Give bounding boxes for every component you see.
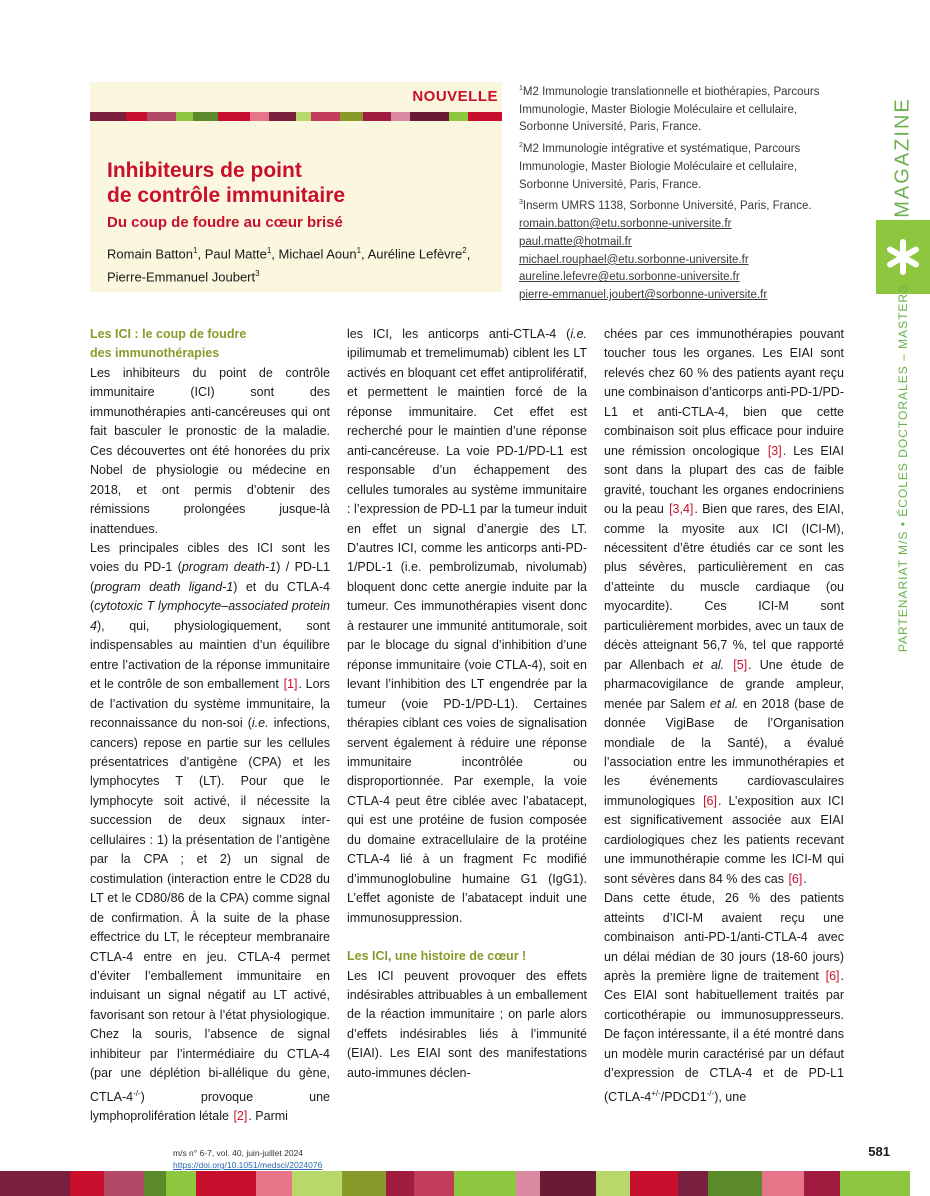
reference-link[interactable]: [1] — [283, 677, 298, 692]
body-column-3 — [604, 325, 844, 1107]
article-subtitle: Du coup de foudre au cœur brisé — [107, 214, 343, 231]
page-number: 581 — [868, 1144, 890, 1159]
reference-link[interactable]: [2] — [233, 1109, 248, 1124]
rubric-label: NOUVELLE — [412, 88, 498, 105]
paragraph: chées par ces immunothérapies pouvant toucher tous les organes. Les EIAI sont relevés chez 60 % des patients ayant reçu une combinaison d’anticorps anti-PD-1/PD-L1 et anti-CTLA-4, bien que cette combinaison soit plus efficace pour induire une rémission oncologique [3]. Les EIAI sont dans la plupart des cas de faible gravité, touchant les organes endocriniens ou la peau [3,4]. Bien que rares, des EIAI, comme la myosite aux ICI (ICI-M), nécessitent d’être étudiés car ce sont les plus sévères, particulièrement en cas d’atteinte du muscle cardiaque (ou myocardite). Ces ICI-M sont particulièrement morbides, avec un taux de décès atteignant 56,7 %, tel que rapporté par Allenbach et al. [5]. Une étude de pharmacovigilance de grande ampleur, menée par Salem et al. en 2018 (base de donnée VigiBase de l’Organisation mondiale de la Santé), a évalué l’association entre les immunothérapies et les événements cardiovasculaires immunologiques [6]. L’exposition aux ICI est significativement associée aux EIAI cardiologiques chez les patients recevant une immunothérapie comme les ICI-M qui sont sévères dans 84 % des cas [6]. — [604, 327, 845, 886]
affiliation-2: $^2$M2 Immunologie intégrative et systématique, Parcours Immunologie, Master Biologie Moléculaire et cellulaire, Sorbonne Université, Paris, France. — [519, 142, 801, 191]
author-name: Michael Aoun — [278, 246, 357, 262]
reference-link[interactable]: [3] — [767, 443, 782, 458]
email-link[interactable]: romain.batton@etu.sorbonne-universite.fr — [519, 218, 732, 231]
section-heading: Les ICI, une histoire de cœur ! — [347, 949, 527, 964]
reference-link[interactable]: [6] — [788, 871, 803, 886]
author-name: Paul Matte — [204, 246, 267, 262]
footer-color-stripe — [0, 1171, 930, 1196]
affiliation-3: $^3$Inserm UMRS 1138, Sorbonne Université, Paris, France. — [519, 199, 812, 213]
author-list: Romain Batton$^1$, Paul Matte$^1$, Michael Aoun$^1$, Auréline Lefèvre$^2$, Pierre-Emmanuel Joubert$^3$ — [107, 246, 471, 285]
paragraph: Les principales cibles des ICI sont les voies du PD-1 (program death-1) / PD-L1 (program death ligand-1) et du CTLA-4 (cytotoxic T lymphocyte–associated protein 4), qui, physiologiquement, sont indispensables au maintien d’un équilibre entre l’activation de la réponse immunitaire et le contrôle de son emballement [1]. Lors de l’activation du système immunitaire, la reconnaissance du non-soi (i.e. infections, cancers) repose en partie sur les cellules présentatrices d’antigène (CPA) et les lymphocytes T (LT). Pour que le lymphocyte soit activé, il nécessite la succession de deux signaux inter-cellulaires : 1) la présentation de l’antigène par la CPA ; et 2) un signal de costimulation (interaction entre le CD28 du LT et le CD80/86 de la CPA) comme signal de confirmation. À la suite de la phase effectrice du LT, le récepteur membranaire CTLA-4 entre en jeu. CTLA-4 permet d’éviter l’emballement immunitaire en induisant un signal négatif au LT activé, favorisant son retour à l’état physiologique. Chez la souris, l’absence de signal inhibiteur par l’intermédiaire du CTLA-4 (par une déplétion bi-allélique du gène, CTLA-4-/-) provoque une lymphoprolifération létale [2]. Parmi — [90, 540, 331, 1124]
reference-link[interactable]: [5] — [733, 657, 748, 672]
footer-citation: m/s n° 6-7, vol. 40, juin-juillet 2024 https://doi.org/10.1051/medsci/2024076 — [173, 1148, 323, 1170]
affiliation-1: $^1$M2 Immunologie translationnelle et biothérapies, Parcours Immunologie, Master Biologie Moléculaire et cellulaire, Sorbonne Université, Paris, France. — [519, 85, 820, 134]
reference-link[interactable]: [6] — [703, 793, 717, 808]
email-link[interactable]: aureline.lefevre@etu.sorbonne-universite.fr — [519, 271, 740, 284]
body-column-1 — [90, 325, 330, 1127]
paragraph: les ICI, les anticorps anti-CTLA-4 (i.e. ipilimumab et tremelimumab) ciblent les LT activés en bloquant cet effet antiprolifératif, et permettent le maintien forcé de la réponse immunitaire. Cet effet est recherché pour le maintien d’une réponse anti-cancéreuse. La voie PD-1/PD-L1 est responsable d’un échappement des cellules tumorales au système immunitaire : l’expression de PD-L1 par la tumeur induit en effet un signal d’anergie des LT. D’autres ICI, comme les anticorps anti-PD-1/PDL-1 (i.e. pembrolizumab, nivolumab) bloquent donc cette anergie induite par la tumeur. Ces immunothérapies visent donc à restaurer une immunité antitumorale, soit par le blocage du signal d’inhibition d’une réponse immunitaire (voie CTLA-4), soit en levant l’inhibition des LT engendrée par la tumeur (voie PD-1/PD-L1). Certaines thérapies ciblant ces voies de signalisation servent également à réduire une réponse immunitaire incontrôlée ou disproportionnée. Par exemple, la voie CTLA-4 peut être ciblée avec l’abatacept, qui est une protéine de fusion composée du domaine extracellulaire de la protéine CTLA-4 lié à un fragment Fc modifié d’immunoglobuline humaine G1 (IgG1). L’effet agoniste de l’abatacept induit une immunosuppression. — [347, 327, 587, 925]
reference-link[interactable]: [3,4] — [669, 502, 694, 517]
section-heading: Les ICI : le coup de foudre des immunothérapies — [90, 327, 247, 361]
article-title: Inhibiteurs de point de contrôle immunitaire — [107, 159, 346, 207]
author-name: Pierre-Emmanuel Joubert — [107, 269, 256, 285]
email-link[interactable]: pierre-emmanuel.joubert@sorbonne-universite.fr — [519, 289, 768, 302]
author-name: Auréline Lefèvre — [367, 246, 463, 262]
reference-link[interactable]: [6] — [825, 968, 840, 983]
email-link[interactable]: michael.rouphael@etu.sorbonne-universite.fr — [519, 253, 749, 266]
affiliations-block — [519, 80, 839, 305]
header-color-stripe — [90, 112, 502, 121]
author-name: Romain Batton — [107, 246, 193, 262]
magazine-side-label: MAGAZINE — [891, 97, 914, 218]
paragraph: Les inhibiteurs du point de contrôle immunitaire (ICI) sont des immunothérapies anti-cancéreuses qui ont fait basculer le pronostic de la maladie. Ces découvertes ont été honorées du prix Nobel de physiologie ou médecine en 2018, et ont permis d’obtenir des rémissions prolongées jusque-là inattendues. — [90, 365, 330, 536]
email-link[interactable]: paul.matte@hotmail.fr — [519, 235, 632, 248]
partnership-side-label: PARTENARIAT M/S • ÉCOLES DOCTORALES – MASTERS — [896, 283, 911, 653]
paragraph: Les ICI peuvent provoquer des effets indésirables attribuables à un emballement de la réaction immunitaire ; on parle alors d’effets indésirables liés à l’immunité (EIAI). Les EIAI sont des manifestations auto-immunes déclen- — [347, 968, 587, 1080]
doi-link[interactable]: https://doi.org/10.1051/medsci/2024076 — [173, 1160, 323, 1170]
paragraph: Dans cette étude, 26 % des patients atteints d’ICI-M avaient reçu une combinaison anti-PD-1/anti-CTLA-4 avec un délai médian de 30 jours (18-60 jours) après la première ligne de traitement [6]. Ces EIAI sont habituellement traités par corticothérapie ou immunosuppresseurs. De façon intéressante, il a été montré dans un modèle murin caractérisé par un défaut d’expression de CTLA-4 et de PD-L1 (CTLA-4+/-/PDCD1-/-), une — [604, 891, 844, 1104]
asterisk-icon — [876, 220, 930, 294]
body-column-2 — [347, 325, 587, 1083]
